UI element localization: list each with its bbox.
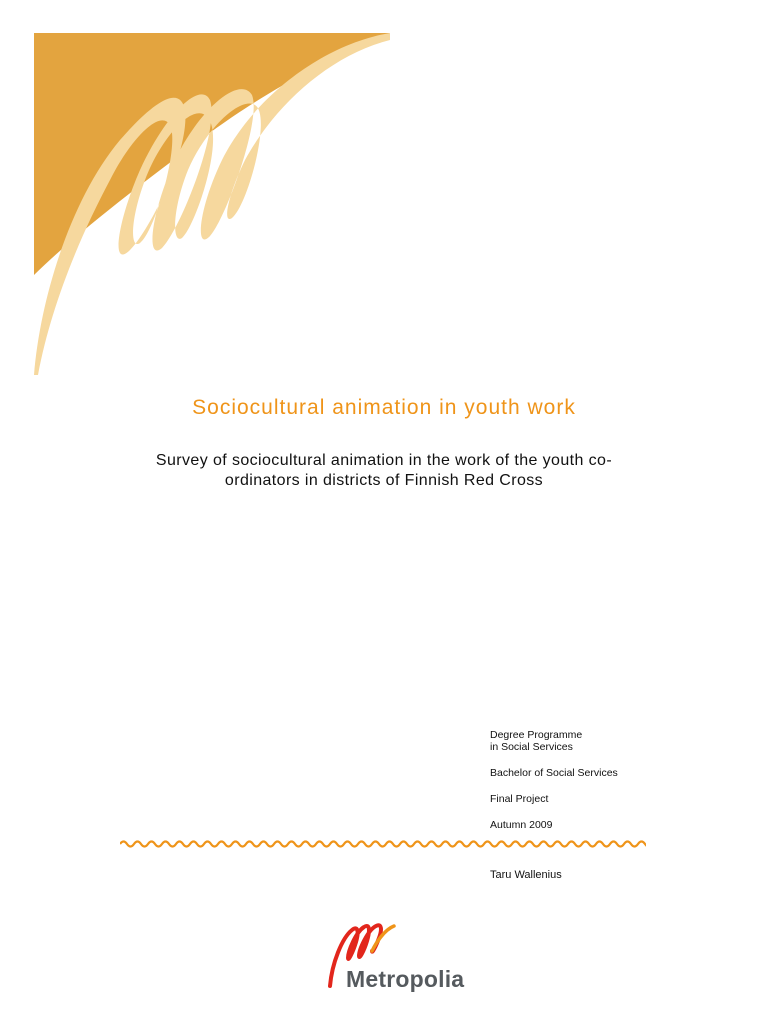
degree-text: Bachelor of Social Services — [490, 767, 618, 779]
programme-line-1: Degree Programme — [490, 729, 583, 741]
document-subtitle — [120, 451, 648, 491]
subtitle-line-1: Survey of sociocultural animation in the work of the youth co- — [155, 452, 613, 469]
document-meta — [490, 729, 710, 845]
project-type-text: Final Project — [490, 793, 549, 805]
wavy-divider — [120, 838, 646, 850]
logo-wordmark: Metropolia — [346, 966, 465, 992]
programme-block — [490, 729, 710, 753]
subtitle-line-2: ordinators in districts of Finnish Red Cross — [224, 472, 544, 489]
term-text: Autumn 2009 — [490, 819, 553, 831]
decorative-swirl-graphic — [0, 0, 400, 380]
document-title: Sociocultural animation in youth work — [192, 396, 576, 419]
programme-line-2: in Social Services — [490, 741, 573, 753]
author-name: Taru Wallenius — [490, 869, 562, 881]
